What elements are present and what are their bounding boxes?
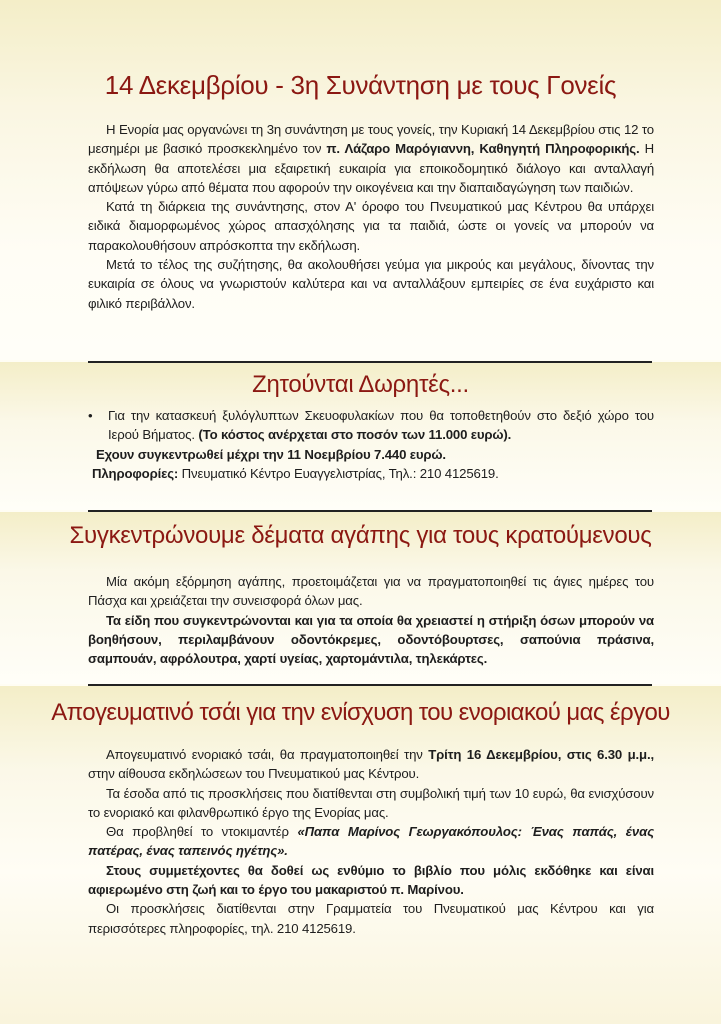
text: Για την κατασκευή ξυλόγλυπτων Σκευοφυλακίων που θα τοποθετηθούν στο δεξιό χώρο του Ιερού Βήματος. bbox=[108, 408, 654, 443]
paragraph: Κατά τη διάρκεια της συνάντησης, στον Α' όροφο του Πνευματικού μας Κέντρου θα υπάρχει ειδικά διαμορφωμένος χώρος απασχόλησης για τα παιδιά, ώστε οι γονείς να μπορούν να παρακολουθήσουν απρόσκοπτα την εκδήλωση. bbox=[88, 199, 654, 253]
paragraph bbox=[88, 445, 654, 464]
divider bbox=[88, 510, 652, 512]
paragraph bbox=[88, 745, 654, 784]
text: Η Ενορία μας οργανώνει τη 3η συνάντηση με τους γονείς, την Κυριακή 14 Δεκεμβρίου στις 12 το μεσημέρι με βασικό προσκεκλημένο τον bbox=[88, 122, 654, 157]
bold-text: π. Λάζαρο Μαρόγιαννη, Καθηγητή Πληροφορικής. bbox=[326, 141, 640, 157]
bullet-paragraph bbox=[88, 406, 654, 445]
section-title-donors: Ζητούνται Δωρητές... bbox=[252, 371, 469, 398]
section-body-donors bbox=[88, 406, 654, 483]
text: Απογευματινό ενοριακό τσάι, θα πραγματοποιηθεί την bbox=[106, 747, 429, 762]
paragraph: Μία ακόμη εξόρμηση αγάπης, προετοιμάζεται για να πραγματοποιηθεί τις άγιες ημέρες του Πάσχα και χρειάζεται την συνεισφορά όλων μας. bbox=[88, 574, 654, 609]
bold-text: Τα είδη που συγκεντρώνονται και για τα οποία θα χρειαστεί η στήριξη όσων μπορούν να βοηθήσουν, περιλαμβάνουν οδοντόκρεμες, οδοντόβουρτσες, σαπούνια πράσινα, σαμπουάν, αφρόλουτρα, χαρτί υγείας, χαρτομάντιλα, τηλεκάρτες. bbox=[88, 612, 654, 667]
bold-text: Τρίτη 16 Δεκεμβρίου, στις 6.30 μ.μ., bbox=[428, 747, 654, 762]
section-title-afternoon-tea: Απογευματινό τσάι για την ενίσχυση του ενοριακού μας έργου bbox=[51, 699, 670, 726]
text: Η εκδήλωση θα αποτελέσει μια εξαιρετική ευκαιρία για εποικοδομητικό διάλογο και ανταλλαγή απόψεων γύρω από θέματα που αφορούν την οικογένεια και την διαπαιδαγώγηση των παιδιών. bbox=[88, 141, 654, 195]
bold-text: (Το κόστος ανέρχεται στο ποσόν των 11.000 ευρώ). bbox=[198, 427, 512, 443]
paragraph: Τα έσοδα από τις προσκλήσεις που διατίθενται στη συμβολική τιμή των 10 ευρώ, θα ενισχύσουν το ενοριακό και φιλανθρωπικό έργο της Ενορίας μας. bbox=[88, 785, 654, 820]
text: Πνευματικό Κέντρο Ευαγγελιστρίας, Τηλ.: 210 4125619. bbox=[178, 465, 499, 481]
section-body-parents-meeting bbox=[88, 120, 654, 313]
paragraph bbox=[88, 120, 654, 197]
paragraph bbox=[88, 611, 654, 669]
text: στην αίθουσα εκδηλώσεων του Πνευματικού μας Κέντρου. bbox=[88, 766, 420, 782]
bold-label: Πληροφορίες: bbox=[92, 465, 179, 481]
bold-text: Εχουν συγκεντρωθεί μέχρι την 11 Νοεμβρίου 7.440 ευρώ. bbox=[96, 446, 446, 462]
section-title-parents-meeting: 14 Δεκεμβρίου - 3η Συνάντηση με τους Γονείς bbox=[104, 70, 617, 100]
paragraph: Οι προσκλήσεις διατίθενται στην Γραμματεία του Πνευματικού μας Κέντρου και για περισσότερες πληροφορίες, τηλ. 210 4125619. bbox=[88, 901, 654, 936]
paragraph bbox=[88, 464, 654, 483]
divider bbox=[88, 361, 652, 363]
section-title-parcels: Συγκεντρώνουμε δέματα αγάπης για τους κρατούμενους bbox=[69, 522, 652, 549]
paragraph: Μετά το τέλος της συζήτησης, θα ακολουθήσει γεύμα για μικρούς και μεγάλους, δίνοντας την ευκαιρία σε όλους να γνωριστούν καλύτερα και να ανταλλάξουν εμπειρίες σε ένα ευχάριστο και φιλικό περιβάλλον. bbox=[88, 257, 654, 311]
bold-italic-text: «Παπα Μαρίνος Γεωργακόπουλος: Ένας παπάς, ένας πατέρας, ένας ταπεινός ηγέτης». bbox=[88, 824, 654, 859]
text: Θα προβληθεί το ντοκιμαντέρ bbox=[106, 824, 298, 840]
section-body-parcels bbox=[88, 572, 654, 668]
paragraph bbox=[88, 822, 654, 861]
divider bbox=[88, 684, 652, 686]
paragraph bbox=[88, 861, 654, 900]
bullet-icon: • bbox=[88, 408, 93, 423]
section-body-afternoon-tea bbox=[88, 745, 654, 938]
bold-text: Στους συμμετέχοντες θα δοθεί ως ενθύμιο το βιβλίο που μόλις εκδόθηκε και είναι αφιερωμένο στη ζωή και το έργο του μακαριστού π. Μαρίνου. bbox=[88, 862, 654, 898]
